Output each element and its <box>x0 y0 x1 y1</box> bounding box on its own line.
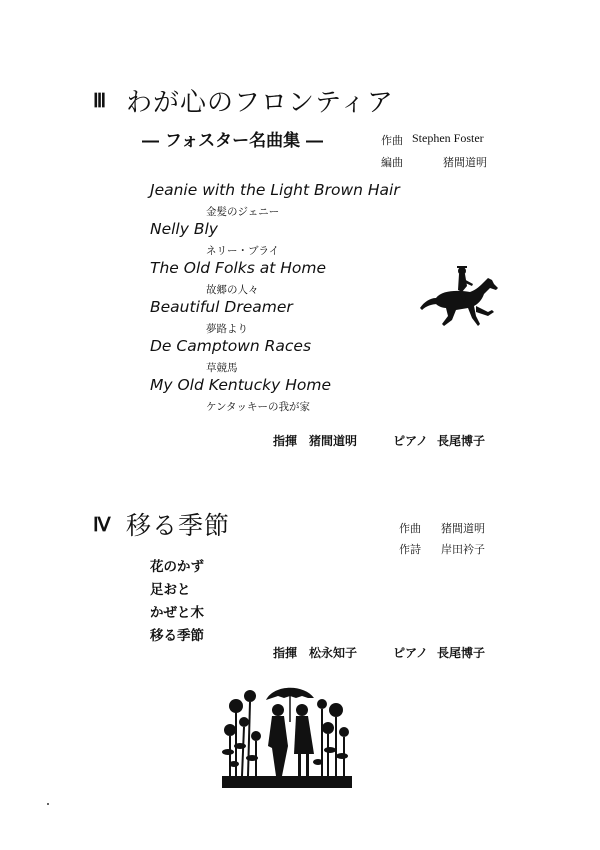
piano-label: ピアノ <box>393 646 429 660</box>
song-title-en: Beautiful Dreamer <box>150 298 293 316</box>
song-title: 花のかず <box>150 559 204 575</box>
section-4-title: 移る季節 <box>126 511 231 540</box>
arranger-label: 編曲 <box>381 156 403 169</box>
song-title-en: Nelly Bly <box>150 220 218 238</box>
section-4-numeral: Ⅳ <box>93 515 111 536</box>
pianist-name: 長尾博子 <box>437 434 486 448</box>
song-title-jp: 故郷の人々 <box>206 284 259 296</box>
composer-name: 猪間道明 <box>441 522 485 535</box>
song-title-en: My Old Kentucky Home <box>150 376 331 394</box>
conductor-label: 指揮 <box>273 646 298 660</box>
section-3-subtitle: ― フォスター名曲集 ― <box>142 131 323 151</box>
horse-rider-silhouette <box>418 262 504 346</box>
section-3-title: わが心のフロンティア <box>126 88 394 118</box>
couple-umbrella-silhouette <box>222 676 352 788</box>
composer-label: 作曲 <box>399 522 421 535</box>
song-title-en: De Camptown Races <box>150 337 312 355</box>
piano-label: ピアノ <box>393 434 429 448</box>
lyricist-name: 岸田衿子 <box>441 543 485 556</box>
composer-label: 作曲 <box>381 134 403 147</box>
arranger-name: 猪間道明 <box>443 156 487 169</box>
section-3-numeral: Ⅲ <box>93 91 107 112</box>
song-title-en: The Old Folks at Home <box>150 259 326 277</box>
pianist-name: 長尾博子 <box>437 646 486 660</box>
song-title-en: Jeanie with the Light Brown Hair <box>150 181 400 199</box>
scan-speck <box>47 803 49 805</box>
song-title: 足おと <box>150 582 191 598</box>
conductor-label: 指揮 <box>273 434 298 448</box>
song-title-jp: 金髪のジェニー <box>206 206 280 218</box>
song-title: かぜと木 <box>150 605 204 621</box>
song-title-jp: ケンタッキーの我が家 <box>206 401 311 413</box>
song-title-jp: 草競馬 <box>206 362 238 374</box>
lyricist-label: 作詩 <box>399 543 421 556</box>
conductor-name: 猪間道明 <box>309 434 358 448</box>
song-title-jp: 夢路より <box>206 323 248 335</box>
song-title-jp: ネリー・ブライ <box>206 245 280 257</box>
conductor-name: 松永知子 <box>309 646 358 660</box>
composer-name: Stephen Foster <box>412 131 484 145</box>
song-title: 移る季節 <box>150 628 204 644</box>
